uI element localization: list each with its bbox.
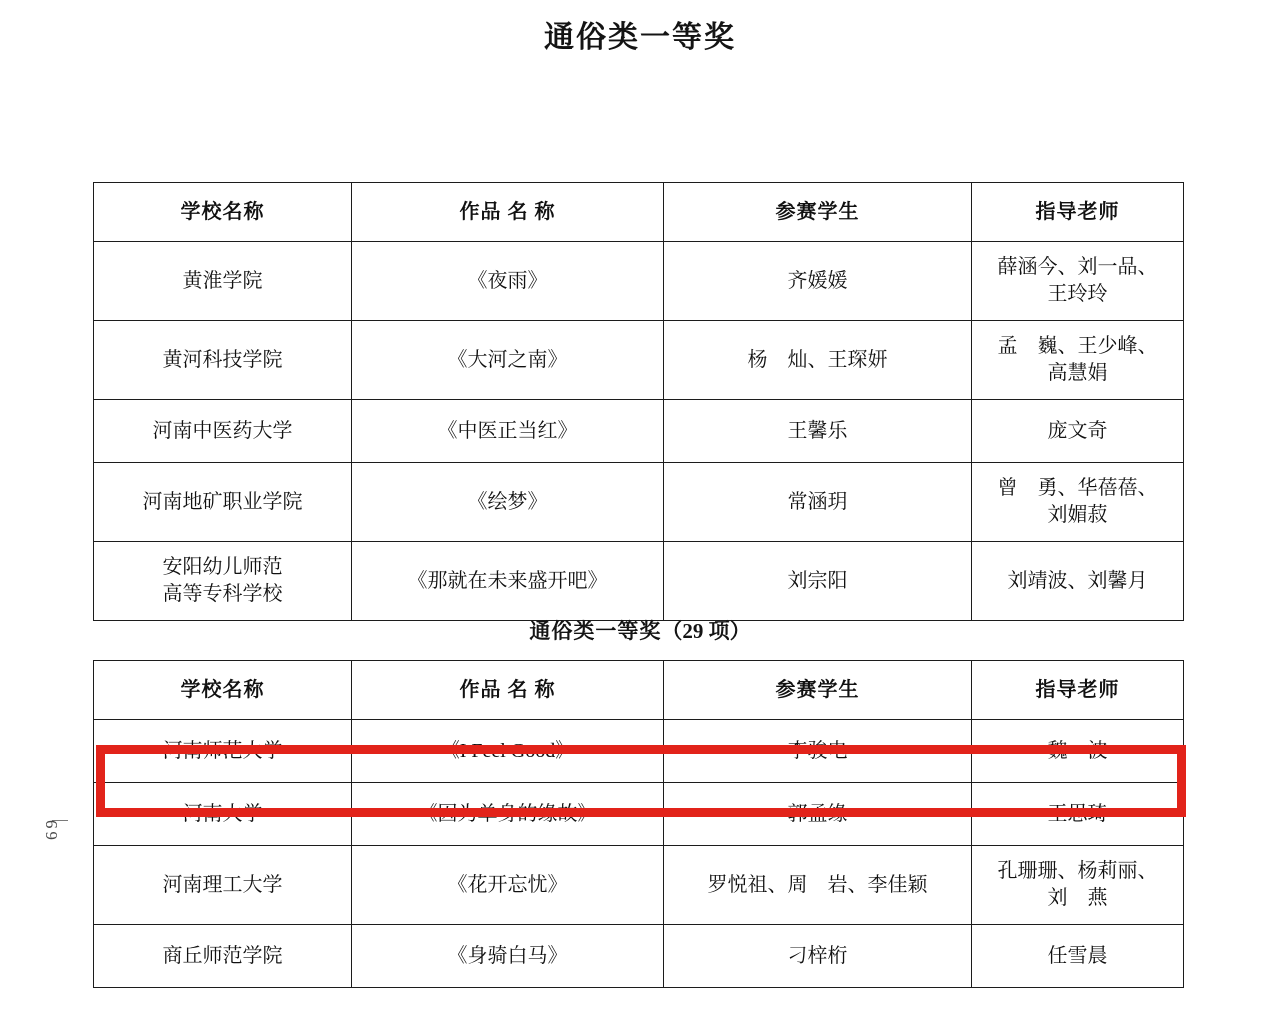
cell-teacher: 刘靖波、刘馨月 [972, 542, 1184, 621]
table-row [94, 925, 1184, 988]
cell-teacher [972, 463, 1184, 542]
award-table-one [93, 182, 1184, 621]
cell-school: 河南理工大学 [94, 846, 352, 925]
table-header-row [94, 661, 1184, 720]
cell-school: 河南大学 [94, 783, 352, 846]
column-header-student: 参赛学生 [664, 183, 972, 242]
table-row [94, 242, 1184, 321]
column-header-work: 作品 名 称 [352, 661, 664, 720]
cell-teacher-line-2: 王玲玲 [1047, 283, 1108, 305]
cell-student: 王馨乐 [664, 400, 972, 463]
cell-teacher-line-1: 薛涵今、刘一品、 [997, 256, 1158, 278]
cell-teacher-line-1: 孔珊珊、杨莉丽、 [997, 860, 1158, 882]
table-row [94, 400, 1184, 463]
cell-teacher-line-2: 刘 燕 [1047, 887, 1108, 909]
cell-student: 杨 灿、王琛妍 [664, 321, 972, 400]
cell-work: 《大河之南》 [352, 321, 664, 400]
cell-school: 河南师范大学 [94, 720, 352, 783]
cell-teacher: 庞文奇 [972, 400, 1184, 463]
table-row [94, 720, 1184, 783]
cell-work: 《中医正当红》 [352, 400, 664, 463]
cell-teacher: 魏 波 [972, 720, 1184, 783]
cell-work: 《I Feel Good》 [352, 720, 664, 783]
cell-teacher-line-1: 曾 勇、华蓓蓓、 [997, 477, 1158, 499]
cell-work: 《那就在未来盛开吧》 [352, 542, 664, 621]
cell-school: 河南中医药大学 [94, 400, 352, 463]
cell-teacher-line-2: 高慧娟 [1047, 362, 1108, 384]
cell-teacher-line-2: 刘媚菽 [1047, 504, 1108, 526]
cell-school-line-2: 高等专科学校 [162, 583, 283, 605]
award-table-two [93, 660, 1184, 988]
column-header-student: 参赛学生 [664, 661, 972, 720]
cell-student: 李骏电 [664, 720, 972, 783]
cell-teacher [972, 846, 1184, 925]
column-header-school: 学校名称 [94, 661, 352, 720]
section-subtitle-count: （29 项） [661, 619, 751, 643]
column-header-work: 作品 名 称 [352, 183, 664, 242]
section-subtitle [0, 615, 1280, 645]
cell-work: 《夜雨》 [352, 242, 664, 321]
cell-teacher: 任雪晨 [972, 925, 1184, 988]
cell-student: 刘宗阳 [664, 542, 972, 621]
table-header-row [94, 183, 1184, 242]
page-title: 通俗类一等奖 [544, 21, 736, 54]
cell-school-line-1: 安阳幼儿师范 [162, 556, 283, 578]
cell-student: 齐媛媛 [664, 242, 972, 321]
column-header-teacher: 指导老师 [972, 183, 1184, 242]
cell-school: 商丘师范学院 [94, 925, 352, 988]
cell-school [94, 542, 352, 621]
cell-student: 郭孟缘 [664, 783, 972, 846]
award-table-two-wrapper [93, 660, 1183, 988]
cell-student: 罗悦祖、周 岩、李佳颖 [664, 846, 972, 925]
cell-student: 刁梓桁 [664, 925, 972, 988]
cell-work: 《花开忘忧》 [352, 846, 664, 925]
table-row [94, 846, 1184, 925]
cell-work: 《身骑白马》 [352, 925, 664, 988]
table-row-highlighted [94, 783, 1184, 846]
table-row [94, 321, 1184, 400]
cell-teacher-line-1: 孟 巍、王少峰、 [997, 335, 1158, 357]
award-table-one-wrapper [93, 182, 1183, 621]
column-header-teacher: 指导老师 [972, 661, 1184, 720]
cell-school: 河南地矿职业学院 [94, 463, 352, 542]
cell-teacher [972, 242, 1184, 321]
cell-school: 黄河科技学院 [94, 321, 352, 400]
page-number: 69 [42, 817, 61, 840]
cell-teacher: 王思琦 [972, 783, 1184, 846]
column-header-school: 学校名称 [94, 183, 352, 242]
cell-work: 《因为单身的缘故》 [352, 783, 664, 846]
table-row [94, 463, 1184, 542]
table-row [94, 542, 1184, 621]
cell-work: 《绘梦》 [352, 463, 664, 542]
cell-student: 常涵玥 [664, 463, 972, 542]
cell-school: 黄淮学院 [94, 242, 352, 321]
cell-teacher [972, 321, 1184, 400]
section-subtitle-text: 通俗类一等奖 [529, 619, 662, 643]
